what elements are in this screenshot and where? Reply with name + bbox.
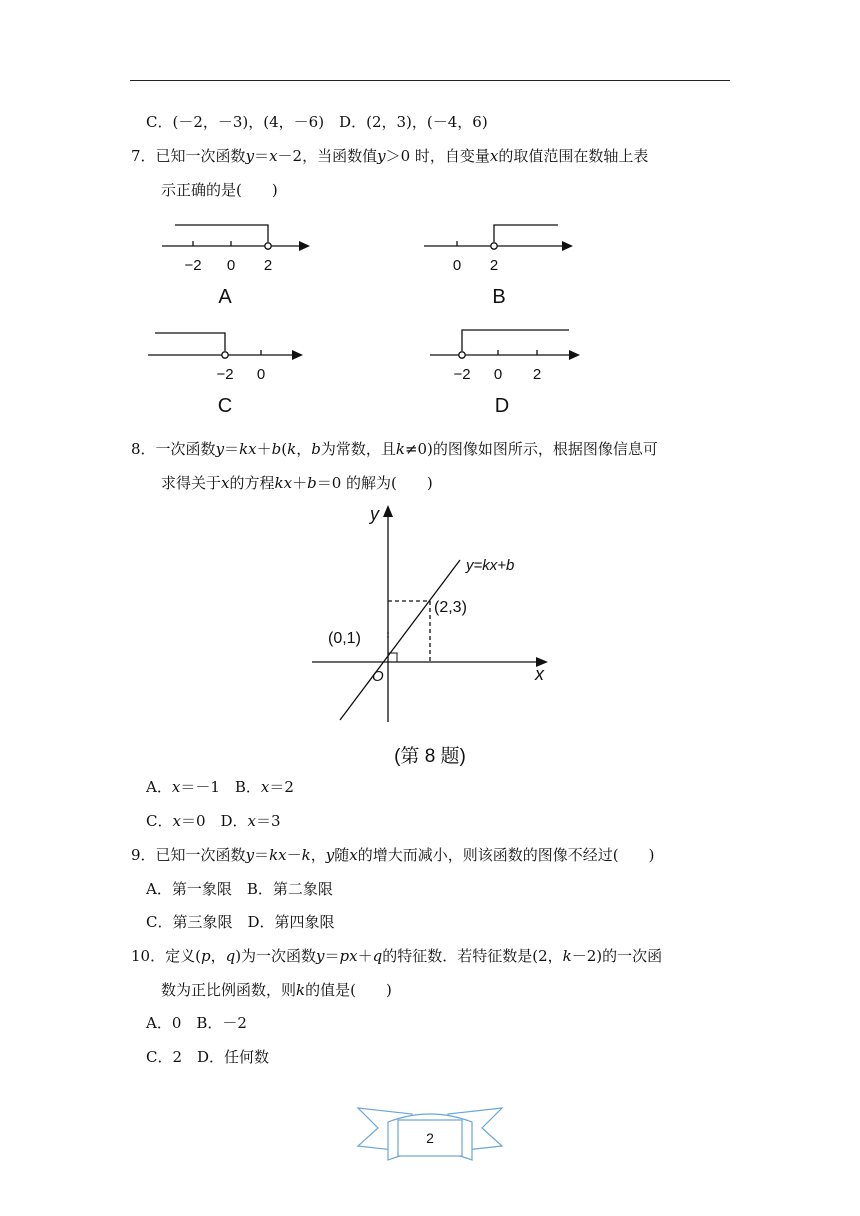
q8-opt: C． bbox=[146, 812, 173, 830]
q7-text: －2，当函数值 bbox=[277, 147, 378, 165]
q10-text: 数为正比例函数，则 bbox=[161, 981, 297, 999]
var-px: px bbox=[339, 947, 358, 965]
range-bracket bbox=[155, 333, 225, 351]
arrow-head bbox=[292, 350, 303, 360]
number-line-a bbox=[162, 225, 310, 251]
open-circle bbox=[222, 352, 228, 358]
x-axis-label: x bbox=[535, 664, 544, 684]
var-q: q bbox=[225, 947, 236, 965]
y-axis-arrow bbox=[383, 505, 393, 517]
tick-label: −2 bbox=[184, 257, 202, 274]
var-k: k bbox=[562, 947, 572, 965]
open-circle bbox=[491, 243, 497, 249]
q8-text: ≠0)的图像如图所示，根据图像信息可 bbox=[404, 440, 658, 458]
var-b: b bbox=[271, 440, 282, 458]
q9-number: 9． bbox=[131, 846, 156, 864]
page-number-ribbon bbox=[350, 1100, 510, 1166]
range-bracket bbox=[462, 330, 569, 351]
origin-label: O bbox=[372, 668, 384, 685]
var-x: x bbox=[269, 147, 278, 165]
q8-text: ＝ bbox=[224, 440, 240, 458]
q10-options-cd: C．2 D．任何数 bbox=[146, 1048, 270, 1066]
q10-text: ＝ bbox=[324, 947, 340, 965]
q8-graph bbox=[300, 500, 560, 775]
tick-label: 2 bbox=[489, 257, 499, 274]
q8-stem-line1 bbox=[131, 439, 658, 459]
q9-options-ab: A．第一象限 B．第二象限 bbox=[146, 880, 333, 898]
figure-caption: (第 8 题) bbox=[394, 746, 466, 767]
var-x: x bbox=[349, 846, 358, 864]
q10-text: ， bbox=[210, 947, 226, 965]
tick-label: 0 bbox=[452, 257, 462, 274]
q8-text: ， bbox=[296, 440, 312, 458]
open-circle bbox=[459, 352, 465, 358]
q8-text: 的方程 bbox=[229, 474, 275, 492]
q7-stem-line2: 示正确的是( ) bbox=[161, 181, 278, 199]
q9-text: 随 bbox=[334, 846, 350, 864]
var-x: x bbox=[221, 474, 230, 492]
line-label: y=kx+b bbox=[466, 557, 515, 574]
q9-stem bbox=[131, 845, 654, 865]
q10-stem-line1 bbox=[131, 946, 662, 966]
var-x: x bbox=[247, 812, 256, 830]
var-q: q bbox=[372, 947, 383, 965]
tick-label: 2 bbox=[532, 366, 542, 383]
var-y: y bbox=[245, 846, 255, 864]
option-letter-c: C bbox=[217, 395, 233, 417]
arrow-head bbox=[562, 241, 573, 251]
q9-text: ， bbox=[310, 846, 326, 864]
q10-stem-line2 bbox=[161, 980, 392, 1000]
q8-text: 求得关于 bbox=[161, 474, 222, 492]
number-line-b bbox=[424, 225, 573, 251]
q8-options-cd bbox=[146, 811, 281, 831]
arrow-head bbox=[569, 350, 580, 360]
var-x: x bbox=[171, 778, 181, 796]
q8-stem-line2 bbox=[161, 473, 433, 493]
var-y: y bbox=[245, 147, 255, 165]
var-y: y bbox=[316, 947, 325, 965]
number-line-d bbox=[430, 330, 580, 360]
q7-text: 的取值范围在数轴上表 bbox=[498, 147, 649, 165]
var-k: k bbox=[287, 440, 297, 458]
var-k: k bbox=[296, 981, 306, 999]
q6-options-cd: C．(－2，－3)，(4，－6) D．(2，3)，(－4，6) bbox=[146, 113, 488, 131]
q8-text: 为常数，且 bbox=[320, 440, 396, 458]
q8-text: ＋ bbox=[292, 474, 308, 492]
q7-text: 已知一次函数 bbox=[155, 147, 246, 165]
var-b: b bbox=[311, 440, 321, 458]
tick-label: 0 bbox=[226, 257, 236, 274]
y-axis-label: y bbox=[370, 504, 379, 524]
range-bracket bbox=[175, 225, 268, 242]
var-p: p bbox=[200, 947, 211, 965]
tick-label: −2 bbox=[216, 366, 234, 383]
tick-label: 2 bbox=[263, 257, 273, 274]
var-y: y bbox=[325, 846, 335, 864]
q8-opt: A． bbox=[146, 778, 172, 796]
q10-text: 的值是( ) bbox=[305, 981, 392, 999]
var-kx: kx bbox=[269, 846, 287, 864]
q10-text: 定义( bbox=[165, 947, 201, 965]
q10-text: －2)的一次函 bbox=[571, 947, 663, 965]
option-letter-d: D bbox=[494, 395, 510, 417]
q9-text: － bbox=[286, 846, 302, 864]
var-k: k bbox=[301, 846, 311, 864]
q8-text: ＋ bbox=[256, 440, 272, 458]
var-b: b bbox=[307, 474, 317, 492]
q8-opt: ＝－1 B． bbox=[180, 778, 261, 796]
var-x: x bbox=[260, 778, 270, 796]
q10-number: 10． bbox=[131, 947, 166, 965]
var-kx: kx bbox=[239, 440, 257, 458]
q9-options-cd: C．第三象限 D．第四象限 bbox=[146, 913, 335, 931]
var-y: y bbox=[377, 147, 386, 165]
option-letter-b: B bbox=[492, 286, 506, 308]
tick-label: −2 bbox=[453, 366, 471, 383]
q10-options-ab: A．0 B．－2 bbox=[146, 1014, 247, 1032]
q8-number: 8． bbox=[131, 440, 156, 458]
point-label-0-1: (0,1) bbox=[328, 630, 361, 647]
q8-opt: ＝2 bbox=[269, 778, 294, 796]
q8-options-ab bbox=[146, 777, 294, 797]
q8-text: 一次函数 bbox=[155, 440, 216, 458]
point-label-2-3: (2,3) bbox=[434, 599, 467, 616]
var-kx: kx bbox=[274, 474, 293, 492]
q8-opt: ＝0 D． bbox=[180, 812, 248, 830]
tick-label: 0 bbox=[256, 366, 266, 383]
q10-text: ＋ bbox=[357, 947, 373, 965]
range-bracket bbox=[494, 225, 558, 242]
page-number: 2 bbox=[426, 1130, 434, 1146]
var-x: x bbox=[172, 812, 181, 830]
tick-label: 0 bbox=[493, 366, 503, 383]
q8-opt: ＝3 bbox=[256, 812, 281, 830]
arrow-head bbox=[299, 241, 310, 251]
var-k: k bbox=[395, 440, 405, 458]
var-y: y bbox=[215, 440, 225, 458]
q7-text: ＝ bbox=[254, 147, 270, 165]
option-letter-a: A bbox=[218, 286, 232, 308]
q9-text: ＝ bbox=[254, 846, 270, 864]
var-x: x bbox=[489, 147, 499, 165]
q7-number-lines bbox=[0, 0, 860, 430]
number-line-c bbox=[148, 333, 303, 360]
open-circle bbox=[265, 243, 271, 249]
q10-text: 的特征数．若特征数是(2， bbox=[382, 947, 563, 965]
q7-number: 7． bbox=[131, 147, 156, 165]
q8-text: ＝0 的解为( ) bbox=[316, 474, 433, 492]
q9-text: 已知一次函数 bbox=[155, 846, 246, 864]
q9-text: 的增大而减小，则该函数的图像不经过( ) bbox=[357, 846, 655, 864]
q8-text: ( bbox=[281, 440, 288, 458]
q7-text: ＞0 时，自变量 bbox=[385, 147, 490, 165]
q10-text: )为一次函数 bbox=[235, 947, 317, 965]
